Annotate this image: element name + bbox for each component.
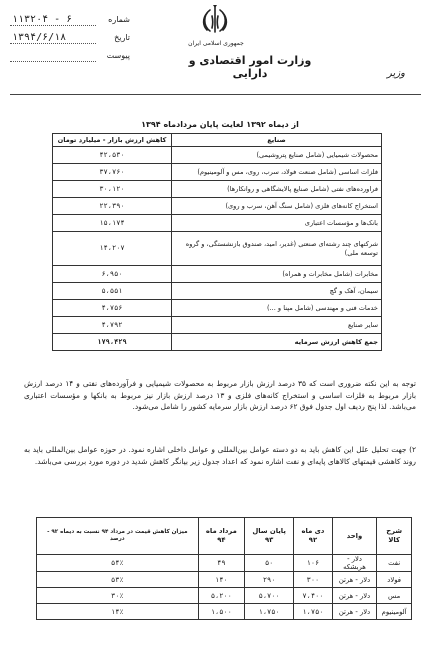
value-cell: ۱۵،۱۷۴ xyxy=(53,215,172,232)
header-end-93: پایان سال ۹۳ xyxy=(245,518,294,555)
header-industry: صنایع xyxy=(172,134,382,147)
table-row xyxy=(53,266,382,283)
letter-number-row xyxy=(10,10,130,28)
paragraph-causes: ۲) جهت تحلیل علل این کاهش باید به دو دسته عوامل بین‌المللی و عوامل داخلی اشاره نمود. در حوزه عوامل بین‌المللی باید به روند کاهشی قیمتهای کالاهای پایه‌ای و نفت اشاره نمود که اعداد جدول زیر بیانگر کاهش شدید در دوره مورد بررسی می‌باشد. xyxy=(24,445,416,466)
value-cell: ۵،۵۵۱ xyxy=(53,283,172,300)
commodity-row xyxy=(37,588,412,604)
header-commodity: شرح کالا xyxy=(377,518,412,555)
industry-cell: سیمان، آهک و گچ xyxy=(172,283,382,300)
dotted-rule xyxy=(10,61,96,62)
commodity-header-row xyxy=(37,518,412,555)
commodity-name: نفت xyxy=(377,555,412,572)
table-row xyxy=(53,215,382,232)
letter-attachment-label: پیوست xyxy=(106,50,130,60)
header-mordad-94: مرداد ماه ۹۴ xyxy=(198,518,244,555)
commodity-price-table xyxy=(36,517,412,620)
value-cell: ۴۲،۵۳۰ xyxy=(53,147,172,164)
industry-cell: محصولات شیمیایی (شامل صنایع پتروشیمی) xyxy=(172,147,382,164)
total-value: ۱۷۹،۴۲۹ xyxy=(53,334,172,351)
table-row xyxy=(53,164,382,181)
industry-cell: خدمات فنی و مهندسی (شامل مپنا و ...) xyxy=(172,300,382,317)
price-end-93: ۱،۷۵۰ xyxy=(245,604,294,620)
table-row xyxy=(53,232,382,266)
minister-title: وزیر xyxy=(387,68,405,79)
commodity-unit: دلار - هربشکه xyxy=(332,555,377,572)
letter-number-label: شماره xyxy=(108,14,130,24)
industry-cell: شرکتهای چند رشته‌ای صنعتی (غدیر، امید، صندوق بازنشستگی، و گروه توسعه ملی) xyxy=(172,232,382,266)
value-cell: ۳۷،۷۶۰ xyxy=(53,164,172,181)
price-mordad-94: ۴۹ xyxy=(198,555,244,572)
commodity-unit: دلار - هرتن xyxy=(332,572,377,588)
industry-cell: مخابرات (شامل مخابرات و همراه) xyxy=(172,266,382,283)
value-cell: ۱۴،۲۰۷ xyxy=(53,232,172,266)
price-dey-92: ۳۰۰ xyxy=(294,572,332,588)
table-row xyxy=(53,198,382,215)
decline-percent: ۱۴٪ xyxy=(37,604,199,620)
header-divider xyxy=(10,94,421,95)
table-row xyxy=(53,300,382,317)
table-header-row xyxy=(53,134,382,147)
price-mordad-94: ۵،۲۰۰ xyxy=(198,588,244,604)
industry-cell: سایر صنایع xyxy=(172,317,382,334)
value-cell: ۴،۷۹۲ xyxy=(53,317,172,334)
commodity-name: فولاد xyxy=(377,572,412,588)
price-dey-92: ۱،۷۵۰ xyxy=(294,604,332,620)
commodity-name: آلومینیوم xyxy=(377,604,412,620)
total-row xyxy=(53,334,382,351)
price-end-93: ۵،۷۰۰ xyxy=(245,588,294,604)
dotted-rule xyxy=(10,43,96,44)
total-label: جمع کاهش ارزش سرمایه xyxy=(172,334,382,351)
table-row xyxy=(53,147,382,164)
table-row xyxy=(53,283,382,300)
decline-percent: ۵۳٪ xyxy=(37,572,199,588)
header-unit: واحد xyxy=(332,518,377,555)
value-cell: ۳۰،۱۲۰ xyxy=(53,181,172,198)
value-cell: ۴،۷۵۶ xyxy=(53,300,172,317)
industry-cell: فلزات اساسی (شامل صنعت فولاد، سرب، روی، مس و آلومینیوم) xyxy=(172,164,382,181)
letter-date-label: تاریخ xyxy=(114,32,130,42)
decline-percent: ۳۰٪ xyxy=(37,588,199,604)
price-mordad-94: ۱۴۰ xyxy=(198,572,244,588)
table-row xyxy=(53,181,382,198)
industry-cell: استخراج کانه‌های فلزی (شامل سنگ آهن، سرب و روی) xyxy=(172,198,382,215)
industry-cell: فراورده‌های نفتی (شامل صنایع پالایشگاهی و روانکارها) xyxy=(172,181,382,198)
letter-date-value: ۱۳۹۴/۶/۱۸ xyxy=(12,31,67,43)
dotted-rule xyxy=(10,25,96,26)
value-cell: ۶،۹۵۰ xyxy=(53,266,172,283)
price-dey-92: ۷،۴۰۰ xyxy=(294,588,332,604)
table-title: از دیماه ۱۳۹۲ لغایت پایان مردادماه ۱۳۹۴ xyxy=(141,120,299,129)
paragraph-note: توجه به این نکته ضروری است که ۳۵ درصد ارزش بازار مربوط به محصولات شیمیایی و فرآورده‌های نفتی و ۱۴ درصد ارزش بازار مربوط به فلزات اساسی و استخراج کانه‌های فلزی و ۱۳ درصد ارزش بازار نیز مربوط به بانکها و مؤسسات اعتباری می‌باشد. لذا پنج ردیف اول جدول فوق ۶۲ درصد ارزش بازار سرمایه کشور را شامل می‌شود. xyxy=(24,379,416,412)
letter-meta xyxy=(10,10,130,64)
price-mordad-94: ۱،۵۰۰ xyxy=(198,604,244,620)
market-value-table xyxy=(52,133,382,351)
commodity-name: مس xyxy=(377,588,412,604)
emblem-caption: جمهوری اسلامی ایران xyxy=(188,40,244,47)
header-decline-percent: میزان کاهش قیمت در مرداد ۹۴ نسبت به دیماه ۹۲ - درصد xyxy=(37,518,199,555)
price-dey-92: ۱۰۶ xyxy=(294,555,332,572)
price-end-93: ۵۰ xyxy=(245,555,294,572)
header-dey-92: دی ماه ۹۲ xyxy=(294,518,332,555)
header-value: کاهش ارزش بازار - میلیارد تومان xyxy=(53,134,172,147)
commodity-row xyxy=(37,572,412,588)
decline-percent: ۵۴٪ xyxy=(37,555,199,572)
ministry-name: وزارت امور اقتصادی و دارایی xyxy=(188,54,312,80)
table-row xyxy=(53,317,382,334)
iran-emblem-icon xyxy=(200,4,230,38)
commodity-row xyxy=(37,555,412,572)
price-end-93: ۲۹۰ xyxy=(245,572,294,588)
industry-cell: بانک‌ها و مؤسسات اعتباری xyxy=(172,215,382,232)
letter-attachment-row xyxy=(10,46,130,64)
commodity-unit: دلار - هرتن xyxy=(332,588,377,604)
commodity-row xyxy=(37,604,412,620)
commodity-unit: دلار - هرتن xyxy=(332,604,377,620)
letter-number-value: ۱۱۳۲۰۴ - ۶ xyxy=(12,13,73,25)
value-cell: ۲۲،۳۹۰ xyxy=(53,198,172,215)
letter-date-row xyxy=(10,28,130,46)
